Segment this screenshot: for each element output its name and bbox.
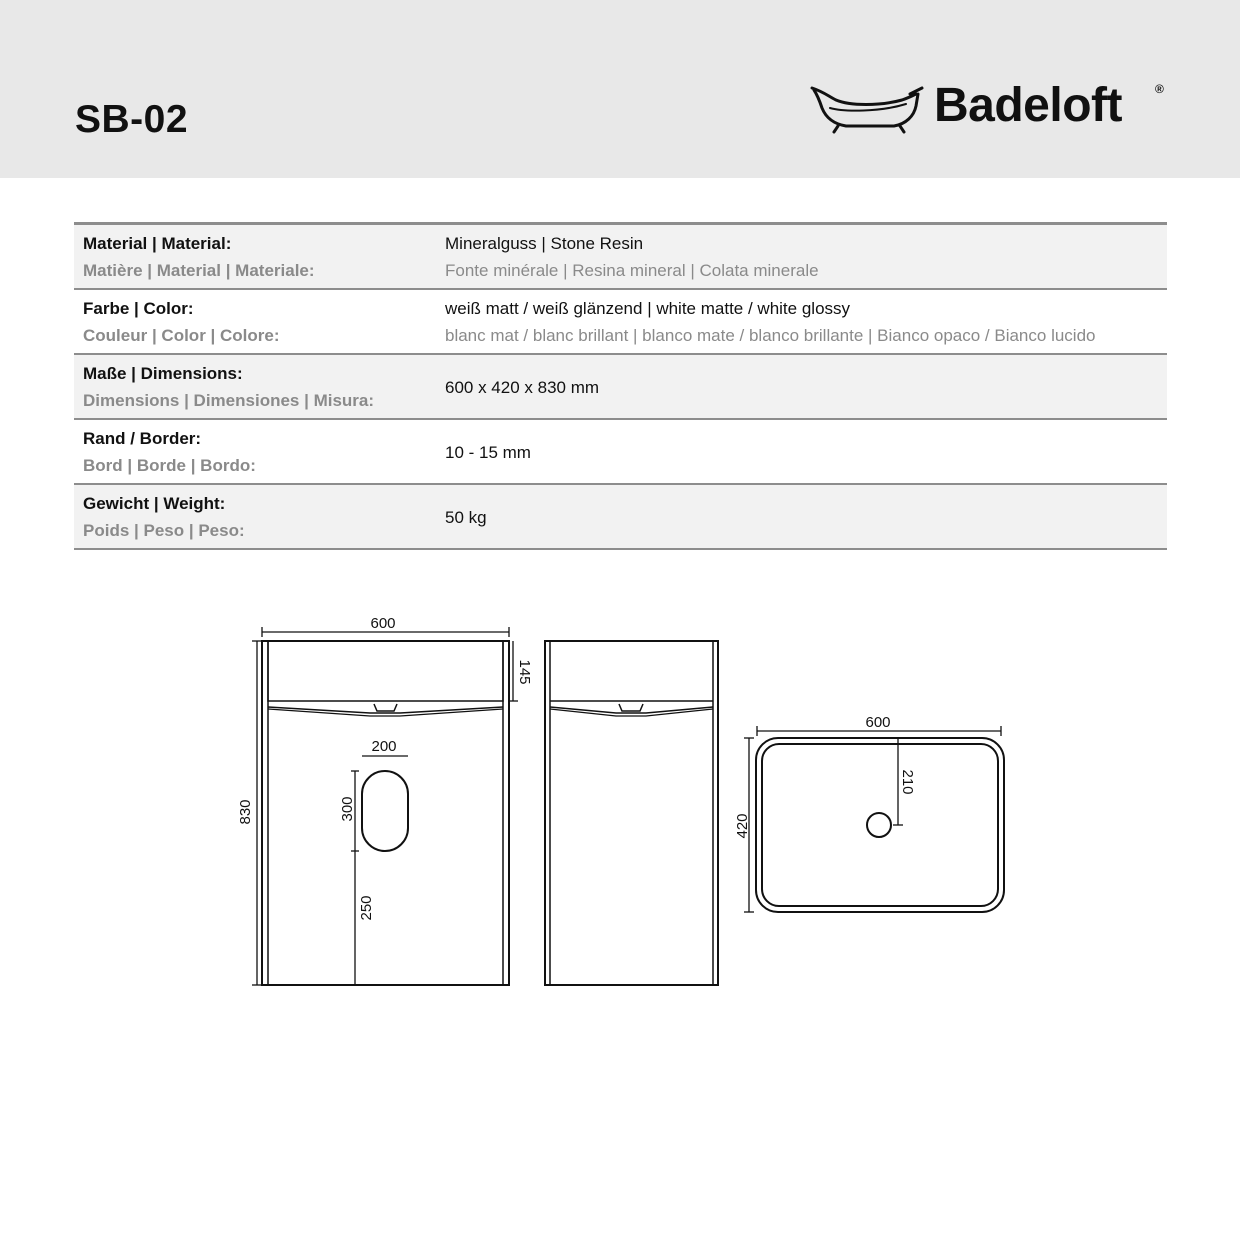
spec-label: Material | Material: (83, 234, 232, 253)
opening-width-label: 200 (371, 738, 397, 755)
spec-value: 600 x 420 x 830 mm (445, 378, 600, 397)
top-width-label: 600 (865, 714, 891, 731)
dimension-labels (237, 615, 916, 921)
spec-value: 50 kg (445, 508, 487, 527)
registered-mark: ® (1155, 82, 1164, 96)
top-depth-label: 420 (734, 813, 751, 839)
opening-height-label: 300 (339, 796, 356, 822)
front-width-label: 600 (370, 615, 396, 632)
spec-value-translations: Fonte minérale | Resina mineral | Colata minerale (445, 261, 819, 280)
spec-label: Rand / Border: (83, 429, 202, 448)
front-height-label: 830 (237, 799, 254, 825)
spec-label: Maße | Dimensions: (83, 364, 243, 383)
spec-label-translations: Poids | Peso | Peso: (83, 521, 245, 540)
spec-label-translations: Couleur | Color | Colore: (83, 326, 280, 345)
spec-label: Farbe | Color: (83, 299, 194, 318)
spec-value-translations: blanc mat / blanc brillant | blanco mate / blanco brillante | Bianco opaco / Bianco lucido (445, 326, 1096, 345)
brand-name: Badeloft (934, 79, 1122, 132)
opening-offset-label: 250 (358, 895, 375, 921)
spec-label: Gewicht | Weight: (83, 494, 226, 513)
spec-value: 10 - 15 mm (445, 443, 531, 462)
spec-label-translations: Matière | Material | Materiale: (83, 261, 315, 280)
drain-offset-label: 210 (899, 769, 916, 795)
side-view (545, 641, 718, 985)
spec-label-translations: Dimensions | Dimensiones | Misura: (83, 391, 375, 410)
spec-value: Mineralguss | Stone Resin (445, 234, 644, 253)
front-view (252, 627, 518, 985)
basin-depth-label: 145 (516, 659, 533, 685)
top-view (744, 726, 1004, 912)
spec-label-translations: Bord | Borde | Bordo: (83, 456, 256, 475)
product-title: SB-02 (75, 98, 189, 141)
spec-value: weiß matt / weiß glänzend | white matte / white glossy (445, 299, 851, 318)
